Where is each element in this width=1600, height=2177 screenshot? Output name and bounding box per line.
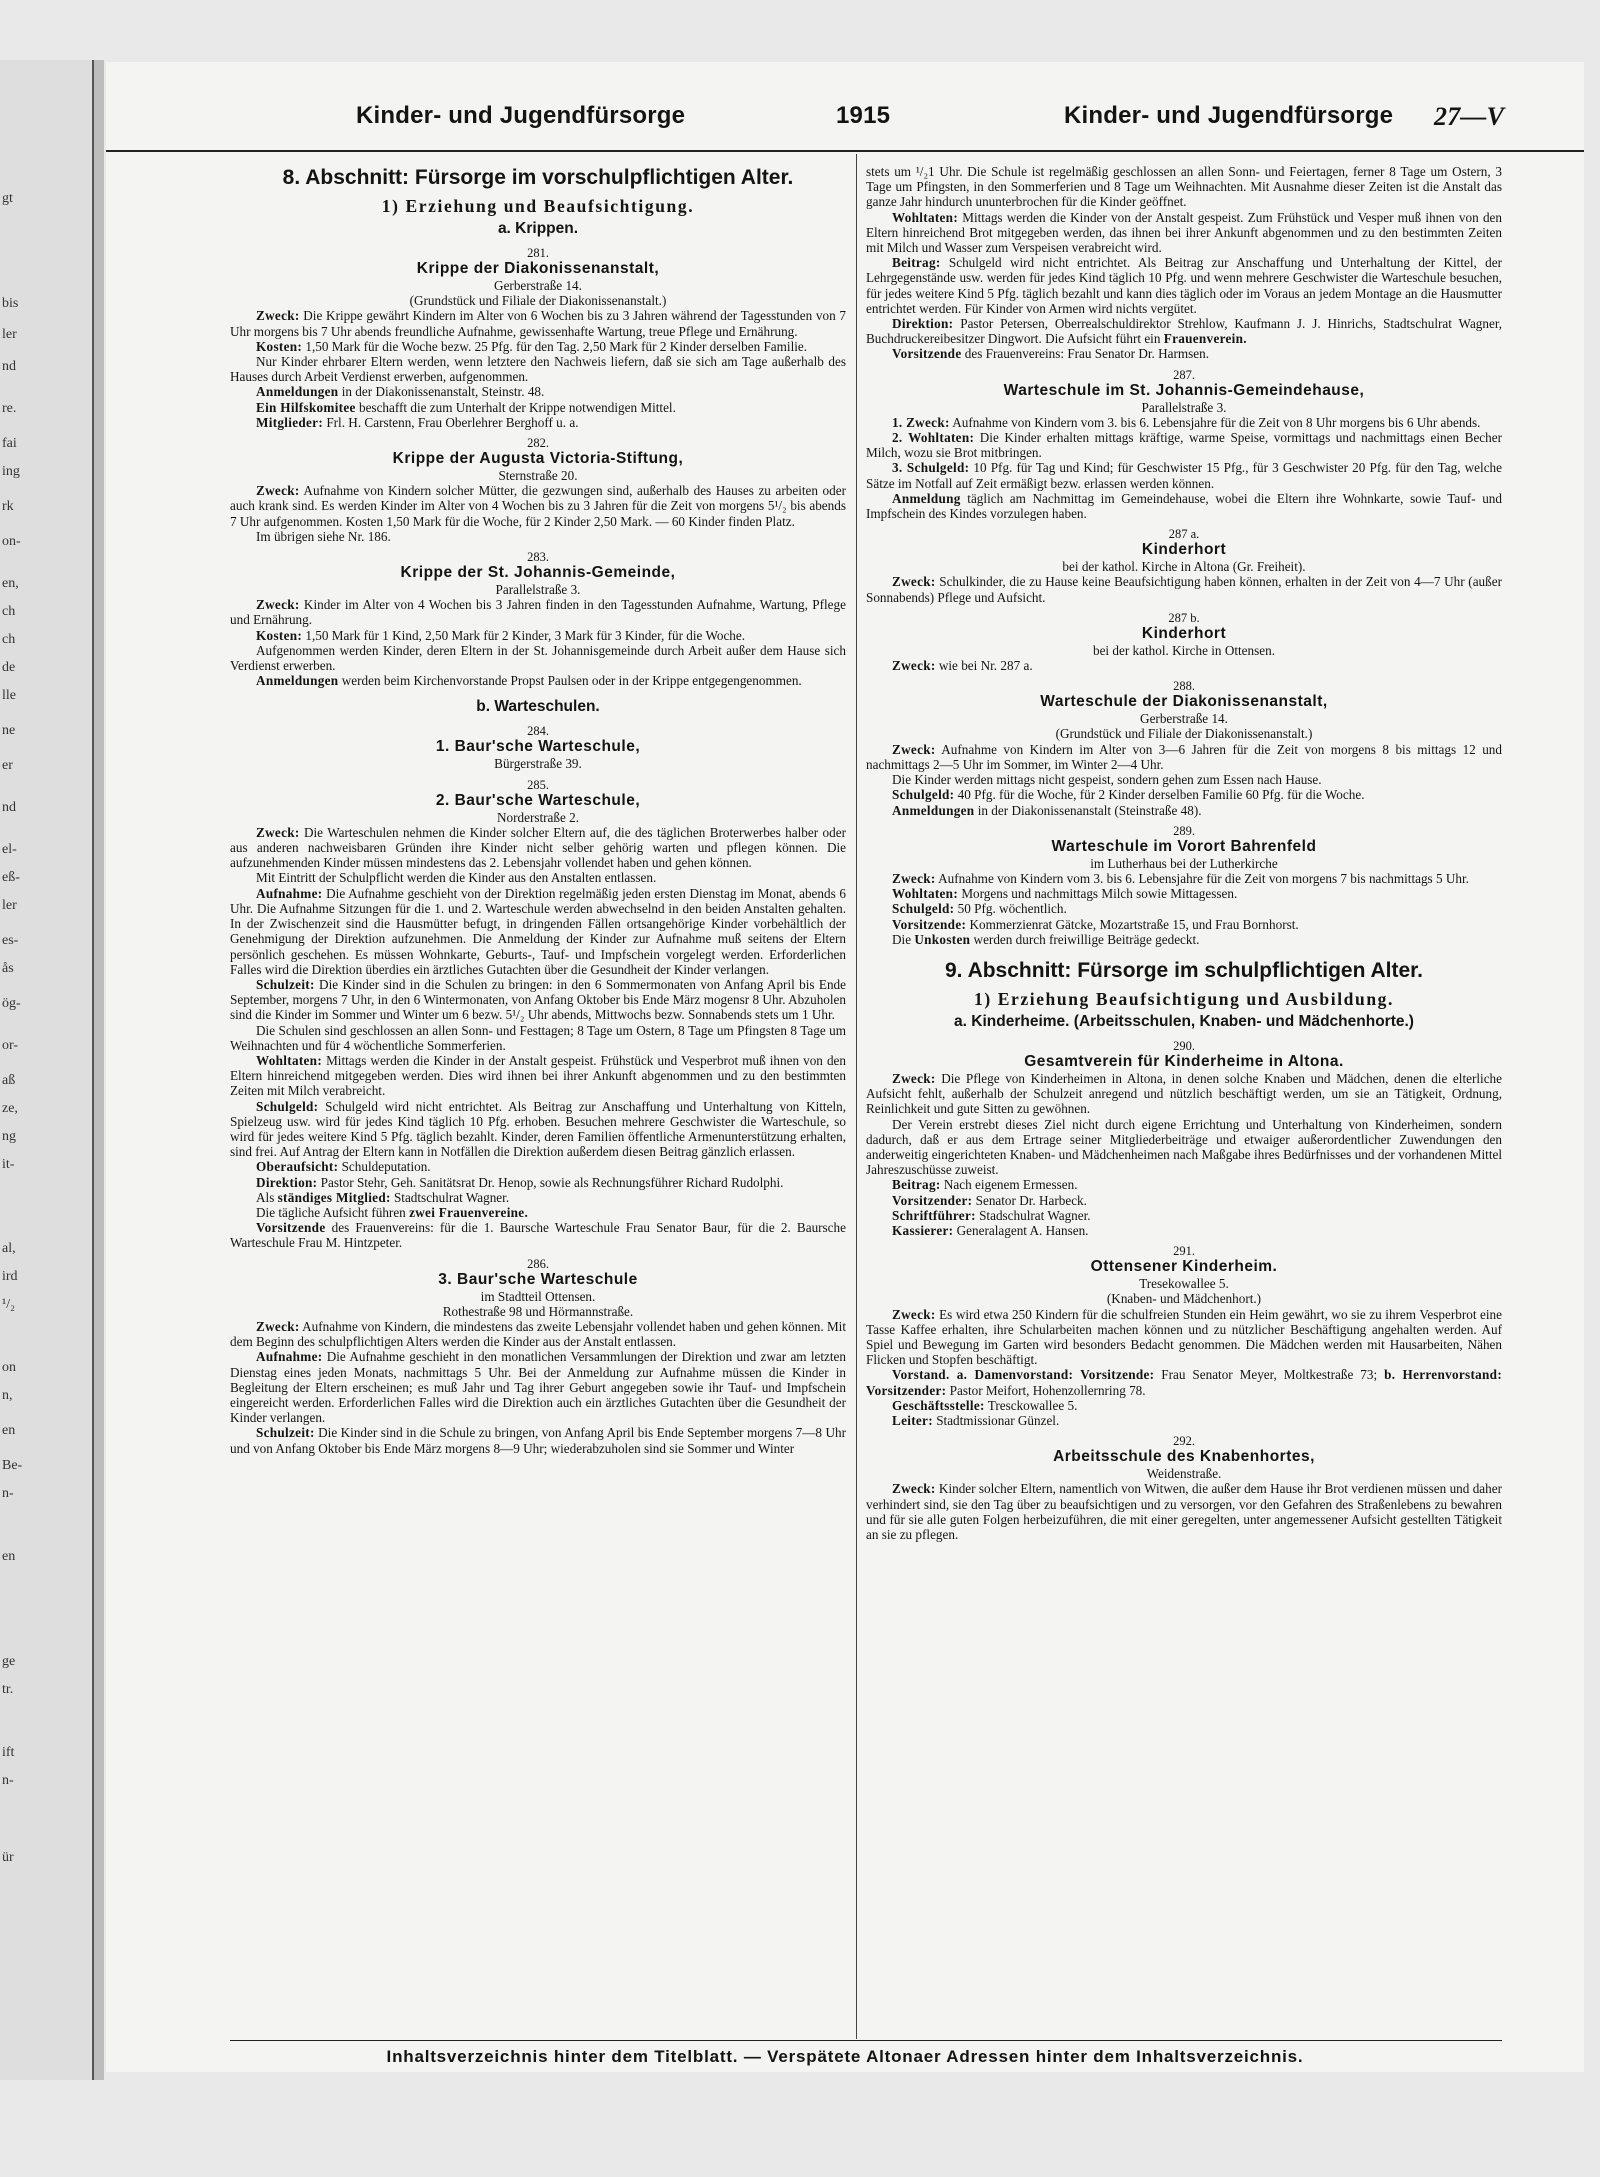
previous-page-fragment: ¹/₂: [2, 1297, 15, 1312]
entry-number: 283.: [527, 550, 549, 565]
header-rule: [106, 150, 1584, 152]
previous-page-fragment: ift: [2, 1745, 15, 1760]
entry-paragraph: Zweck: Kinder solcher Eltern, namentlich von Witwen, die außer dem Hause ihr Brot verdienen müssen und daher verhindert sind, sie den Tag über zu beaufsichtigen und zu versorgen, vor den Gefahren des Straßenlebens zu bewahren und für sie alle guten Folgen herbeizuführen, die mit einer geregelten, unter angemessener Aufsicht gestellten Tätigkeit an sie zu pflegen.: [866, 1481, 1502, 1542]
previous-page-fragment: re.: [2, 401, 17, 416]
entry-paragraph: Nur Kinder ehrbarer Eltern werden, wenn letztere den Nachweis liefern, daß sie sich am Tage außerhalb des Hauses durch Arbeit Verdienst erwerben, aufgenommen.: [230, 354, 846, 385]
previous-page-fragment: ne: [2, 723, 16, 738]
footer-notice: Inhaltsverzeichnis hinter dem Titelblatt. — Verspätete Altonaer Adressen hinter dem Inhaltsverzeichnis.: [386, 2047, 1304, 2066]
group-heading: a. Kinderheime. (Arbeitsschulen, Knaben- und Mädchenhorte.): [954, 1012, 1414, 1030]
entry-paragraph: 1. Zweck: Aufnahme von Kindern vom 3. bis 6. Lebensjahre für die Zeit von 8 Uhr morgens bis 6 Uhr abends.: [892, 414, 1481, 430]
header-right: Kinder- und Jugendfürsorge: [1064, 102, 1394, 129]
previous-page-fragment: ür: [2, 1850, 14, 1865]
entry-283: [230, 550, 846, 688]
entry-287b: [866, 611, 1502, 673]
entry-paragraph: Vorsitzender: Senator Dr. Harbeck.: [892, 1192, 1087, 1208]
header-left: Kinder- und Jugendfürsorge: [356, 102, 686, 129]
entry-paragraph: 2. Wohltaten: Die Kinder erhalten mittags kräftige, warme Speise, vormittags und nachmittags einen Becher Milch, wozu sie Brot mitbringen.: [866, 430, 1502, 461]
entry-284: [230, 724, 846, 771]
entry-289: [866, 824, 1502, 947]
previous-page-fragment: aß: [2, 1073, 16, 1088]
entry-paragraph: Zweck: wie bei Nr. 287 a.: [892, 658, 1033, 674]
entry-290: [866, 1039, 1502, 1238]
entry-number: 292.: [1173, 1434, 1195, 1449]
section-heading: 8. Abschnitt: Fürsorge im vorschulpflichtigen Alter.: [282, 166, 794, 189]
entry-291: [866, 1244, 1502, 1428]
entry-title: 2. Baur'sche Warteschule,: [435, 791, 641, 809]
entry-292: [866, 1434, 1502, 1542]
entry-paragraph: Vorsitzende des Frauenvereins: Frau Senator Dr. Harmsen.: [892, 346, 1210, 362]
previous-page-fragment: en: [2, 1423, 16, 1438]
previous-page-fragment: lle: [2, 688, 16, 703]
entry-number: 290.: [1173, 1038, 1195, 1053]
entry-number: 289.: [1173, 823, 1195, 838]
previous-page-fragment: el-: [2, 842, 17, 857]
entry-paragraph: Geschäftsstelle: Tresckowallee 5.: [892, 1397, 1078, 1413]
entry-title: Warteschule im Vorort Bahrenfeld: [1051, 837, 1317, 855]
entry-address: bei der kathol. Kirche in Altona (Gr. Freiheit).: [1062, 559, 1306, 575]
previous-page-fragment: nd: [2, 800, 16, 815]
entry-paragraph: Vorstand. a. Damenvorstand: Vorsitzende: Frau Senator Meyer, Moltkestraße 73; b. Herrenvorstand: Vorsitzender: Pastor Meifort, Hohenzollernring 78.: [866, 1367, 1503, 1398]
previous-page-fragment: gt: [2, 191, 13, 206]
entry-paragraph: Zweck: Aufnahme von Kindern vom 3. bis 6. Lebensjahre für die Zeit von morgens 7 bis nachmittags 5 Uhr.: [892, 870, 1469, 886]
entry-title: Krippe der Diakonissenanstalt,: [416, 260, 660, 277]
previous-page-fragment: tr.: [2, 1682, 14, 1697]
entry-paragraph: Kosten: 1,50 Mark für die Woche bezw. 25 Pfg. für den Tag. 2,50 Mark für 2 Kinder derselben Familie.: [256, 338, 808, 354]
entry-paragraph: Schulgeld: 50 Pfg. wöchentlich.: [892, 901, 1067, 917]
book-gutter: [94, 60, 104, 2080]
sub-heading: 1) Erziehung Beaufsichtigung und Ausbildung.: [973, 988, 1395, 1009]
entry-number: 282.: [527, 436, 549, 451]
entry-paragraph: Beitrag: Schulgeld wird nicht entrichtet. Als Beitrag zur Anschaffung und Unterhaltung der Kittel, der Lehrgegenstände usw. werden für jedes Kind täglich 10 Pfg. und wenn mehrere Geschwister die Warteschule besuchen, für jedes weitere Kind 5 Pfg. täglich bezahlt und kann dies täglich oder im Voraus an jedem Montage an die Hausmutter entrichtet werden. Für Kinder von Armen wird nichts vergütet.: [866, 255, 1502, 316]
entry-number: 285.: [527, 777, 549, 792]
previous-page-fragment: ing: [2, 464, 20, 479]
previous-page-fragment: es-: [2, 933, 19, 948]
previous-page-fragment: it-: [2, 1157, 15, 1172]
previous-page-fragment: en: [2, 1549, 16, 1564]
previous-page-fragment: ng: [2, 1129, 16, 1144]
entry-title: Kinderhort: [1141, 624, 1227, 642]
entry-paragraph: Der Verein erstrebt dieses Ziel nicht durch eigene Errichtung und Unterhaltung von Kinderheimen, sondern dadurch, daß er aus dem Ertrage seiner Mitgliederbeiträge und etwaiger außerordentlicher Zuwendungen den anderweitig eingerichteten Knaben- und Mädchenheimen nach Maßgabe ihres Bedürfnisses und der vorhandenen Mittel Jahreszuschüsse zuweist.: [866, 1116, 1502, 1178]
entry-paragraph: Anmeldung täglich am Nachmittag im Gemeindehause, wobei die Eltern ihre Wohnkarte, sowie Tauf- und Impfschein des Kindes vorzulegen haben.: [866, 490, 1502, 522]
entry-paragraph: Schulgeld: 40 Pfg. für die Woche, für 2 Kinder derselben Familie 60 Pfg. für die Woche.: [892, 787, 1365, 803]
entry-paragraph: Als ständiges Mitglied: Stadtschulrat Wagner.: [256, 1189, 510, 1205]
entry-281: [230, 246, 846, 430]
previous-page-margin: [0, 60, 94, 2080]
entry-286: [230, 1257, 846, 1456]
entry-address: Parallelstraße 3.: [495, 582, 581, 598]
previous-page-fragment: de: [2, 660, 16, 675]
entry-paragraph: Zweck: Es wird etwa 250 Kindern für die schulfreien Stunden ein Heim gewährt, wo sie zu ihrem Vesperbrot eine Tasse Kaffee erhalten, ihre Schularbeiten machen können und zu nützlicher Beschäftigung angehalten werden. Auf Spiel und Bewegung im Garten wird besonders Bedacht genommen. Die Mädchen werden mit Hausarbeiten, Nähen Flicken und Stopfen beschäftigt.: [866, 1306, 1502, 1368]
entry-paragraph: Aufnahme: Die Aufnahme geschieht in den monatlichen Versammlungen der Direktion und zwar am letzten Dienstag eines jeden Monats, nachmittags 5 Uhr. Bei der Anmeldung zur Aufnahme müssen die Kinder in Begleitung der Eltern erscheinen; es muß Jahr und Tag ihrer Geburt angegeben sowie ihr Tauf- und Impfschein eingereicht werden. Erforderlichen Falles wird die Direktion auch ein ärztliches Gutachten über die Gesundheit der Kinder verlangen.: [230, 1349, 846, 1426]
entry-paragraph: Zweck: Schulkinder, die zu Hause keine Beaufsichtigung haben können, erhalten in der Zeit von 4—7 Uhr (außer Sonnabends) Pflege und Aufsicht.: [866, 574, 1502, 605]
header-year: 1915: [836, 102, 891, 129]
entry-title: Kinderhort: [1141, 541, 1227, 559]
previous-page-fragment: bis: [2, 296, 19, 311]
page-number: 27—V: [1434, 102, 1505, 131]
entry-title: 1. Baur'sche Warteschule,: [435, 738, 641, 756]
previous-page-fragment: ge: [2, 1654, 16, 1669]
entry-address: im Stadtteil Ottensen.: [480, 1288, 596, 1304]
previous-page-fragment: on-: [2, 534, 21, 549]
entry-paragraph: Beitrag: Nach eigenem Ermessen.: [892, 1177, 1078, 1193]
entry-paragraph: Kassierer: Generalagent A. Hansen.: [892, 1222, 1089, 1238]
previous-page-fragment: ch: [2, 632, 16, 647]
entry-287a: [866, 527, 1502, 605]
entry-paragraph: Schriftführer: Stadschulrat Wagner.: [892, 1207, 1091, 1223]
column-divider: [856, 154, 857, 2039]
previous-page-fragment: Be-: [2, 1458, 23, 1473]
previous-page-fragment: er: [2, 758, 13, 773]
sub-heading: 1) Erziehung und Beaufsichtigung.: [381, 196, 695, 216]
previous-page-fragment: ch: [2, 604, 16, 619]
entry-address: Gerberstraße 14.: [494, 278, 582, 293]
previous-page-fragment: ås: [2, 961, 14, 976]
entry-paragraph: Anmeldungen werden beim Kirchenvorstande Propst Paulsen oder in der Krippe entgegengenommen.: [256, 673, 802, 689]
entry-282: [230, 436, 846, 544]
entry-number: 287 a.: [1168, 527, 1200, 542]
entry-286-continued: [866, 164, 1502, 362]
entry-paragraph: Leiter: Stadtmissionar Günzel.: [892, 1412, 1060, 1428]
entry-address: Sternstraße 20.: [498, 468, 578, 484]
entry-paragraph: Anmeldungen in der Diakonissenanstalt (Steinstraße 48).: [892, 802, 1202, 818]
entry-paragraph: Schulzeit: Die Kinder sind in die Schulen zu bringen: in den 6 Sommermonaten von Anfang April bis Ende September, morgens 7 Uhr, in den 6 Wintermonaten, von Anfang Oktober bis Ende März mogensr 8 Uhr. Abzuholen sind die Kinder im Sommer und Winter um 6 bezw. 5¹/₂ Uhr abends, Mittwochs bezw. Sonnabends stets um 1 Uhr.: [230, 976, 846, 1023]
entry-number: 281.: [527, 246, 549, 260]
entry-paragraph: Anmeldungen in der Diakonissenanstalt, Steinstr. 48.: [256, 384, 545, 400]
entry-paragraph: Zweck: Aufnahme von Kindern im Alter von 3—6 Jahren für die Zeit von morgens 8 bis mittags 12 und nachmittags 2—5 Uhr im Sommer, im Winter 2—4 Uhr.: [866, 741, 1502, 772]
entry-paragraph: Zweck: Aufnahme von Kindern solcher Mütter, die gezwungen sind, außerhalb des Hauses zu arbeiten oder auch krank sind. Es werden Kinder im Alter von 4 Wochen bis zu 3 Jahren für die Zeit von morgens 5¹/₂ bis abends 7 Uhr aufgenommen. Kosten 1,50 Mark für die Woche, für 2 Kinder 2,50 Mark. — 60 Kinder finden Platz.: [230, 483, 846, 529]
entry-paragraph: Vorsitzende: Kommerzienrat Gätcke, Mozartstraße 15, und Frau Bornhorst.: [892, 916, 1299, 932]
entry-number: 288.: [1173, 679, 1195, 694]
previous-page-fragment: ög-: [2, 996, 21, 1011]
entry-paragraph: Wohltaten: Mittags werden die Kinder in der Anstalt gespeist. Frühstück und Vesperbrot muß ihnen von den Eltern hinreichend mitgegeben werden. Dies wird ihnen bei ihrer Ankunft abgenommen und zu den bestimmten Zeiten mit Milch verabreicht.: [230, 1052, 846, 1099]
previous-page-fragment: n-: [2, 1486, 14, 1501]
previous-page-fragment: en,: [2, 576, 19, 591]
entry-paragraph: Schulzeit: Die Kinder sind in die Schule zu bringen, von Anfang April bis Ende September morgens 7—8 Uhr und von Anfang Oktober bis Ende März morgens 8—9 Uhr; wiederabzuholen sind sie Sommer und Winter: [230, 1425, 846, 1456]
entry-address: Parallelstraße 3.: [1141, 399, 1227, 415]
entry-address: bei der kathol. Kirche in Ottensen.: [1092, 642, 1275, 658]
entry-paragraph: Zweck: Die Krippe gewährt Kindern im Alter von 6 Wochen bis zu 3 Jahren während der Tagesstunden von 7 Uhr morgens bis 7 Uhr abends freundliche Aufnahme, gewissenhafte Wartung, treue Pflege und Ernährung.: [230, 308, 846, 339]
entry-number: 284.: [527, 724, 549, 739]
section-heading: 9. Abschnitt: Fürsorge im schulpflichtigen Alter.: [945, 958, 1423, 982]
entry-address: Weidenstraße.: [1146, 1466, 1222, 1482]
entry-paragraph: Wohltaten: Mittags werden die Kinder von der Anstalt gespeist. Zum Frühstück und Vesper muß ihnen von den Eltern hinreichend Brot mitgegeben werden, das ihnen bei ihrer Ankunft abgenommen und zu den bestimmten Zeiten mit Milch und Wasser zum Verspeisen verabreicht wird.: [866, 209, 1502, 256]
entry-address: Bürgerstraße 39.: [494, 756, 582, 772]
entry-number: 287 b.: [1168, 610, 1200, 625]
entry-paragraph: Zweck: Aufnahme von Kindern, die mindestens das zweite Lebensjahr vollendet haben und gehen können. Mit dem Beginn des schulpflichtigen Alters werden die Kinder aus der Anstalt entlassen.: [230, 1318, 846, 1350]
entry-address: im Lutherhaus bei der Lutherkirche: [1090, 855, 1278, 871]
entry-285: [230, 778, 846, 1251]
directory-page: [106, 62, 1584, 2072]
entry-title: Gesamtverein für Kinderheime in Altona.: [1024, 1052, 1344, 1070]
entry-paragraph: Zweck: Kinder im Alter von 4 Wochen bis 3 Jahren finden in den Tagesstunden Aufnahme, Wartung, Pflege und Ernährung.: [230, 597, 846, 628]
entry-title: Krippe der St. Johannis-Gemeinde,: [400, 564, 676, 582]
entry-288: [866, 679, 1502, 817]
footer-rule: [230, 2040, 1502, 2041]
entry-paragraph: Aufgenommen werden Kinder, deren Eltern in der St. Johannisgemeinde durch Arbeit außer dem Hause sich Verdienst erwerben.: [230, 642, 846, 674]
entry-title: Arbeitsschule des Knabenhortes,: [1053, 1448, 1315, 1466]
previous-page-fragment: nd: [2, 359, 16, 374]
entry-address: Rothestraße 98 und Hörmannstraße.: [442, 1303, 634, 1319]
group-heading: a. Krippen.: [497, 220, 579, 237]
entry-number: 287.: [1173, 367, 1195, 382]
entry-address: Tresekowallee 5.: [1139, 1276, 1229, 1292]
entry-paragraph: Aufnahme: Die Aufnahme geschieht von der Direktion regelmäßig jeden ersten Dienstag im Monat, abends 6 Uhr. Die Aufnahme Sitzungen für die 1. und 2. Warteschule werden abwechselnd in den beiden Anstalten gehalten. In der Zwischenzeit sind die Hausmütter befugt, in dringenden Fällen ortsangehörige Kinder vorbehältlich der Genehmigung der Direktion aufzunehmen. Die Anmeldung der Kinder zur Aufnahme muß seitens der Eltern persönlich geschehen. Es müssen Wohnkarte, Geburts-, Tauf- und Impfschein vorgelegt werden. Erforderlichen Falles wird die Direktion überdies ein ärztliches Gutachten über die Gesundheit der Kinder verlangen.: [230, 885, 846, 977]
entry-paragraph: Oberaufsicht: Schuldeputation.: [256, 1159, 431, 1175]
right-column: [866, 164, 1502, 1542]
entry-address: Norderstraße 2.: [496, 809, 580, 825]
entry-paragraph: Direktion: Pastor Stehr, Geh. Sanitätsrat Dr. Henop, sowie als Rechnungsführer Richard Rudolphi.: [256, 1174, 784, 1190]
entry-paragraph: Mitglieder: Frl. H. Carstenn, Frau Oberlehrer Berghoff u. a.: [256, 414, 579, 430]
entry-287: [866, 368, 1502, 522]
previous-page-fragment: eß-: [2, 870, 20, 885]
previous-page-fragment: on: [2, 1360, 16, 1375]
entry-paragraph: Schulgeld: Schulgeld wird nicht entrichtet. Als Beitrag zur Anschaffung und Unterhaltung von Kitteln, Spielzeug usw. wird für jedes Kind täglich 10 Pfg. erhoben. Besuchen mehrere Geschwister die Warteschule, so wird für jedes weitere Kind 5 Pfg. täglich bezahlt. Kinder, deren Familien öffentliche Armenunterstützung erhalten, sind frei. Auf Antrag der Eltern kann in Notfällen die Direktion außerdem diesen Beitrag gänzlich erlassen.: [230, 1098, 846, 1160]
previous-page-fragment: ler: [2, 898, 17, 913]
entry-paragraph: Wohltaten: Morgens und nachmittags Milch sowie Mittagessen.: [892, 886, 1238, 902]
previous-page-fragment: rk: [2, 499, 14, 514]
entry-paragraph: Die tägliche Aufsicht führen zwei Frauenvereine.: [256, 1204, 529, 1220]
entry-paragraph: Die Schulen sind geschlossen an allen Sonn- und Festtagen; 8 Tage um Ostern, 8 Tage um Pfingsten 8 Tage um Weihnachten und für 4 wöchentliche Sommerferien.: [230, 1022, 846, 1053]
previous-page-fragment: al,: [2, 1241, 16, 1256]
entry-paragraph: Mit Eintritt der Schulpflicht werden die Kinder aus den Anstalten entlassen.: [256, 870, 657, 886]
entry-paragraph: stets um ¹/₂1 Uhr. Die Schule ist regelmäßig geschlossen an allen Sonn- und Feiertagen, ferner 8 Tage um Ostern, 3 Tage um Pfingsten, in den Sommerferien und 8 Tage um Weihnachten. Mit Ausnahme dieser Zeiten ist die Anstalt das ganze Jahr hindurch ununterbrochen für die Kinder geöffnet.: [866, 164, 1502, 210]
previous-page-fragment: or-: [2, 1038, 19, 1053]
entry-title: Warteschule der Diakonissenanstalt,: [1040, 693, 1328, 711]
entry-paragraph: Vorsitzende des Frauenvereins: für die 1. Baursche Warteschule Frau Senator Baur, für die 2. Baursche Warteschule Frau M. Hintzpeter.: [230, 1220, 846, 1251]
previous-page-fragment: n-: [2, 1773, 14, 1788]
entry-note: (Grundstück und Filiale der Diakonissenanstalt.): [409, 293, 667, 309]
entry-paragraph: Direktion: Pastor Petersen, Oberrealschuldirektor Strehlow, Kaufmann J. J. Hinrichs, Stadtschulrat Wagner, Buchdruckereibesitzer Dingwort. Die Aufsicht führt ein Frauenverein.: [866, 316, 1502, 347]
entry-paragraph: 3. Schulgeld: 10 Pfg. für Tag und Kind; für Geschwister 15 Pfg., für 3 Geschwister 20 Pfg. für den Tag, welche Sätze im Notfall auf Zeit ermäßigt bezw. erlassen werden können.: [866, 460, 1502, 491]
group-heading: b. Warteschulen.: [476, 698, 600, 716]
previous-page-fragment: ler: [2, 326, 17, 342]
previous-page-fragment: ze,: [2, 1101, 18, 1116]
previous-page-fragment: n,: [2, 1388, 13, 1403]
previous-page-fragment: fai: [2, 436, 17, 451]
entry-number: 286.: [527, 1256, 549, 1271]
entry-title: Warteschule im St. Johannis-Gemeindehause,: [1003, 381, 1365, 399]
entry-paragraph: Ein Hilfskomitee beschafft die zum Unterhalt der Krippe notwendigen Mittel.: [256, 399, 676, 415]
entry-paragraph: Im übrigen siehe Nr. 186.: [256, 528, 391, 544]
entry-title: 3. Baur'sche Warteschule: [438, 1270, 638, 1288]
entry-note: (Grundstück und Filiale der Diakonissenanstalt.): [1055, 726, 1313, 742]
entry-number: 291.: [1173, 1244, 1195, 1259]
entry-paragraph: Zweck: Die Pflege von Kinderheimen in Altona, in denen solche Knaben und Mädchen, denen die elterliche Aufsicht fehlt, außerhalb der Schulzeit anregend und nützlich beschäftigt werden, um sie an Tätigkeit, Ordnung, Reinlichkeit und gute Sitten zu gewöhnen.: [866, 1070, 1502, 1117]
entry-paragraph: Kosten: 1,50 Mark für 1 Kind, 2,50 Mark für 2 Kinder, 3 Mark für 3 Kinder, für die Woche.: [256, 627, 746, 643]
running-header: [106, 102, 1584, 142]
entry-address: Gerberstraße 14.: [1140, 711, 1228, 727]
entry-paragraph: Die Unkosten werden durch freiwillige Beiträge gedeckt.: [892, 931, 1200, 947]
entry-title: Krippe der Augusta Victoria-Stiftung,: [392, 450, 684, 468]
entry-note: (Knaben- und Mädchenhort.): [1106, 1291, 1262, 1307]
previous-page-fragment: ird: [2, 1269, 18, 1284]
entry-title: Ottensener Kinderheim.: [1090, 1258, 1278, 1276]
entry-paragraph: Die Kinder werden mittags nicht gespeist, sondern gehen zum Essen nach Hause.: [892, 772, 1322, 788]
left-column: [230, 162, 846, 1456]
entry-paragraph: Zweck: Die Warteschulen nehmen die Kinder solcher Eltern auf, die des täglichen Broterwerbes halber oder aus anderen nachweisbaren Gründen ihre Kinder nicht selber gehörig warten und pflegen können. Die aufzunehmenden Kinder müssen mindestens das 2. Lebensjahr vollendet haben und gehen können.: [230, 824, 846, 871]
